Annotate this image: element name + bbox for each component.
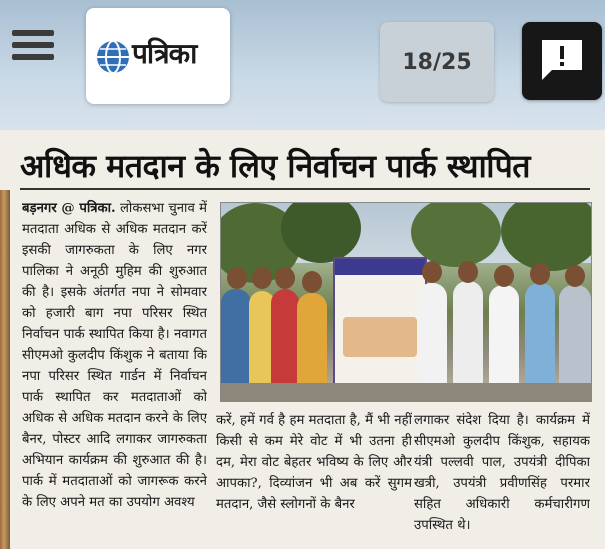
article-column-2: करें, हमें गर्व है हम मतदाता है, मैं भी नहीं किसी से कम मेरे वोट में भी उतना ही दम, मेरा वोट बेहतर भविष्य के लिए और आपका?, दिव्यांजन भी अब करें सुगम मतदान, जैसे स्लोगनों के बैनर xyxy=(216,413,412,512)
top-bar xyxy=(0,0,605,130)
column-1-text: लोकसभा चुनाव में मतदाता अधिक से अधिक मतदान करें इसकी जागरुकता के लिए नगर पालिका ने अनूठी मुहिम की शुरुआत की है। इसके अंतर्गत नपा ने सोमवार को हजारी बाग नपा परिसर स्थित निर्वाचन पार्क स्थापित किया है। नवागत सीएमओ कुलदीप किंशुक ने बताया कि नपा परिसर स्थित गार्डन में निर्वाचन पार्क स्थापित कर मतदाताओं को अधिक से अधिक मतदान करने के लिए बैनर, पोस्टर आदि लगाकर जागरुकता अभियान कार्यक्रम की शुरुआत की है। पार्क में मतदाताओं को जागरूक करने के लिए अपने मत का उपयोग अवश्य xyxy=(22,201,207,510)
article-dateline: बड़नगर @ पत्रिका. xyxy=(22,201,116,216)
comment-alert-icon xyxy=(538,36,586,84)
article-column-1 xyxy=(22,198,207,543)
comment-button[interactable] xyxy=(522,22,602,100)
election-banner xyxy=(333,257,427,387)
patrika-logo[interactable] xyxy=(86,8,230,104)
adjacent-photo-edge xyxy=(0,190,10,549)
hamburger-menu-icon[interactable] xyxy=(12,30,54,66)
page-counter[interactable]: 18/25 xyxy=(380,22,494,102)
article-headline: अधिक मतदान के लिए निर्वाचन पार्क स्थापित xyxy=(20,147,531,185)
headline-divider xyxy=(20,188,590,190)
globe-logo-icon xyxy=(96,40,130,74)
article-column-3: लगाकर संदेश दिया है। कार्यक्रम में सीएमओ कुलदीप किंशुक, सहायक यंत्री पल्लवी पाल, उपयंत्री दीपिका खत्री, उपयंत्री प्रवीणसिंह परमार सहित अधिकारी कर्मचारीगण उपस्थित थे। xyxy=(414,413,590,533)
logo-text: पत्रिका xyxy=(132,37,197,70)
news-clipping xyxy=(0,130,605,549)
article-photo xyxy=(220,202,592,402)
